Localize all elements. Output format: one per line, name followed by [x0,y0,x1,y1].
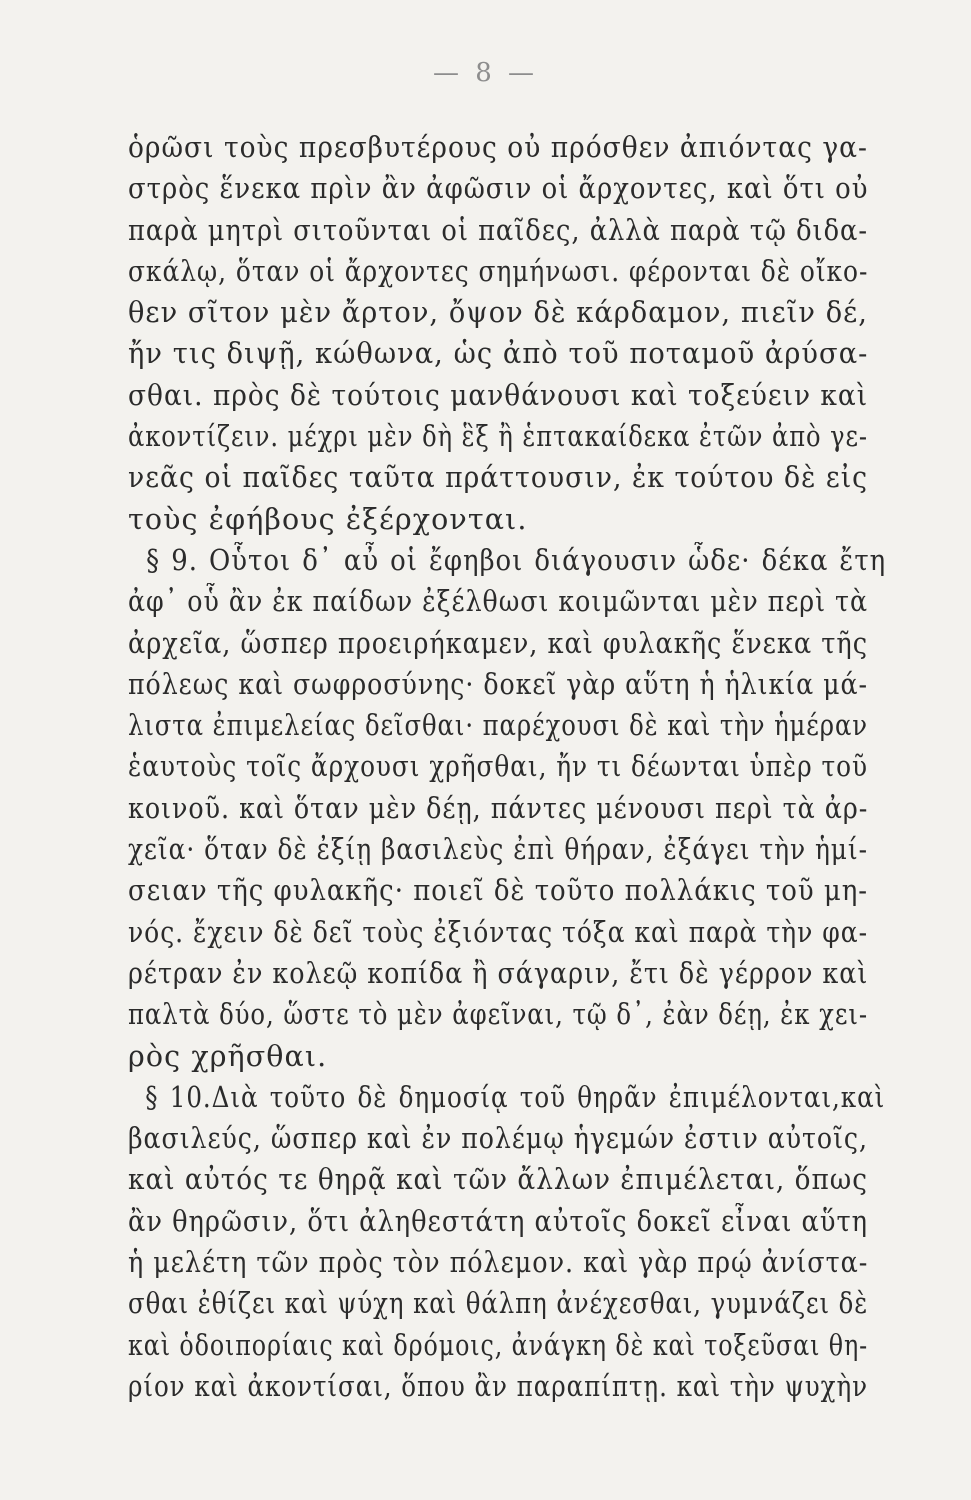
text-line: ὁρῶσι τοὺς πρεσβυτέρους οὐ πρόσθεν ἀπιόντας γα- [128,131,868,164]
text-line: θεν σῖτον μὲν ἄρτον, ὄψον δὲ κάρδαμον, πιεῖν δέ, [128,296,868,330]
text-line: ρίον καὶ ἀκοντίσαι, ὅπου ἂν παραπίπτῃ. καὶ τὴν ψυχὴν [128,1369,868,1403]
text-line: χεῖα· ὅταν δὲ ἐξίῃ βασιλεὺς ἐπὶ θήραν, ἐξάγει τὴν ἡμί- [128,833,868,867]
text-line: παλτὰ δύο, ὥστε τὸ μὲν ἀφεῖναι, τῷ δ᾽, ἐὰν δέῃ, ἐκ χει- [128,998,868,1032]
text-line: νεᾶς οἱ παῖδες ταῦτα πράττουσιν, ἐκ τούτου δὲ εἰς [128,461,869,495]
text-line: λιστα ἐπιμελείας δεῖσθαι· παρέχουσι δὲ καὶ τὴν ἡμέραν [128,709,868,743]
text-line: ἂν θηρῶσιν, ὅτι ἀληθεστάτη αὐτοῖς δοκεῖ εἶναι αὕτη [128,1204,868,1238]
text-line: ρὸς χρῆσθαι. [128,1039,328,1073]
text-line: σθαι. πρὸς δὲ τούτοις μανθάνουσι καὶ τοξεύειν καὶ [128,378,869,412]
text-line: καὶ ὁδοιπορίαις καὶ δρόμοις, ἀνάγκη δὲ καὶ τοξεῦσαι θη- [128,1328,869,1362]
text-line: πόλεως καὶ σωφροσύνης· δοκεῖ γὰρ αὕτη ἡ ἡλικία μά- [128,667,868,701]
body-text [128,127,887,1407]
page-number: — 8 — [432,58,539,88]
text-line: σειαν τῆς φυλακῆς· ποιεῖ δὲ τοῦτο πολλάκις τοῦ μη- [128,874,869,908]
text-line: § 10.Διὰ τοῦτο δὲ δημοσίᾳ τοῦ θηρᾶν ἐπιμέλονται,καὶ [145,1080,886,1114]
text-line: ἤν τις διψῇ, κώθωνα, ὡς ἀπὸ τοῦ ποταμοῦ ἀρύσα- [128,337,869,371]
text-line: ἡ μελέτη τῶν πρὸς τὸν πόλεμον. καὶ γὰρ πρῴ ἀνίστα- [128,1246,869,1280]
text-line: σκάλῳ, ὅταν οἱ ἄρχοντες σημήνωσι. φέρονται δὲ οἴκο- [128,254,869,288]
text-line: βασιλεύς, ὥσπερ καὶ ἐν πολέμῳ ἡγεμών ἐστιν αὐτοῖς, [128,1122,868,1156]
text-line: ἑαυτοὺς τοῖς ἄρχουσι χρῆσθαι, ἤν τι δέωνται ὑπὲρ τοῦ [128,750,868,784]
text-line: καὶ αὐτός τε θηρᾷ καὶ τῶν ἄλλων ἐπιμέλεται, ὅπως [128,1163,868,1197]
text-line: στρὸς ἕνεκα πρὶν ἂν ἀφῶσιν οἱ ἄρχοντες, καὶ ὅτι οὐ [128,172,869,206]
text-line: § 9. Οὗτοι δ᾽ αὖ οἱ ἔφηβοι διάγουσιν ὧδε· δέκα ἔτη [146,543,887,577]
text-line: ἀρχεῖα, ὥσπερ προειρήκαμεν, καὶ φυλακῆς ἕνεκα τῆς [128,626,868,660]
text-line: ἀκοντίζειν. μέχρι μὲν δὴ ἓξ ἢ ἑπτακαίδεκα ἐτῶν ἀπὸ γε- [128,420,868,454]
text-line: ἀφ᾽ οὗ ἂν ἐκ παίδων ἐξέλθωσι κοιμῶνται μὲν περὶ τὰ [128,585,868,619]
text-line: κοινοῦ. καὶ ὅταν μὲν δέῃ, πάντες μένουσι περὶ τὰ ἀρ- [128,791,869,825]
text-line: παρὰ μητρὶ σιτοῦνται οἱ παῖδες, ἀλλὰ παρὰ τῷ διδα- [128,213,868,247]
text-line: σθαι ἐθίζει καὶ ψύχη καὶ θάλπη ἀνέχεσθαι, γυμνάζει δὲ [128,1287,869,1321]
text-line: ρέτραν ἐν κολεῷ κοπίδα ἢ σάγαριν, ἔτι δὲ γέρρον καὶ [128,956,869,990]
text-line: νός. ἔχειν δὲ δεῖ τοὺς ἐξιόντας τόξα καὶ παρὰ τὴν φα- [128,915,868,949]
text-line: τοὺς ἐφήβους ἐξέρχονται. [128,502,528,536]
